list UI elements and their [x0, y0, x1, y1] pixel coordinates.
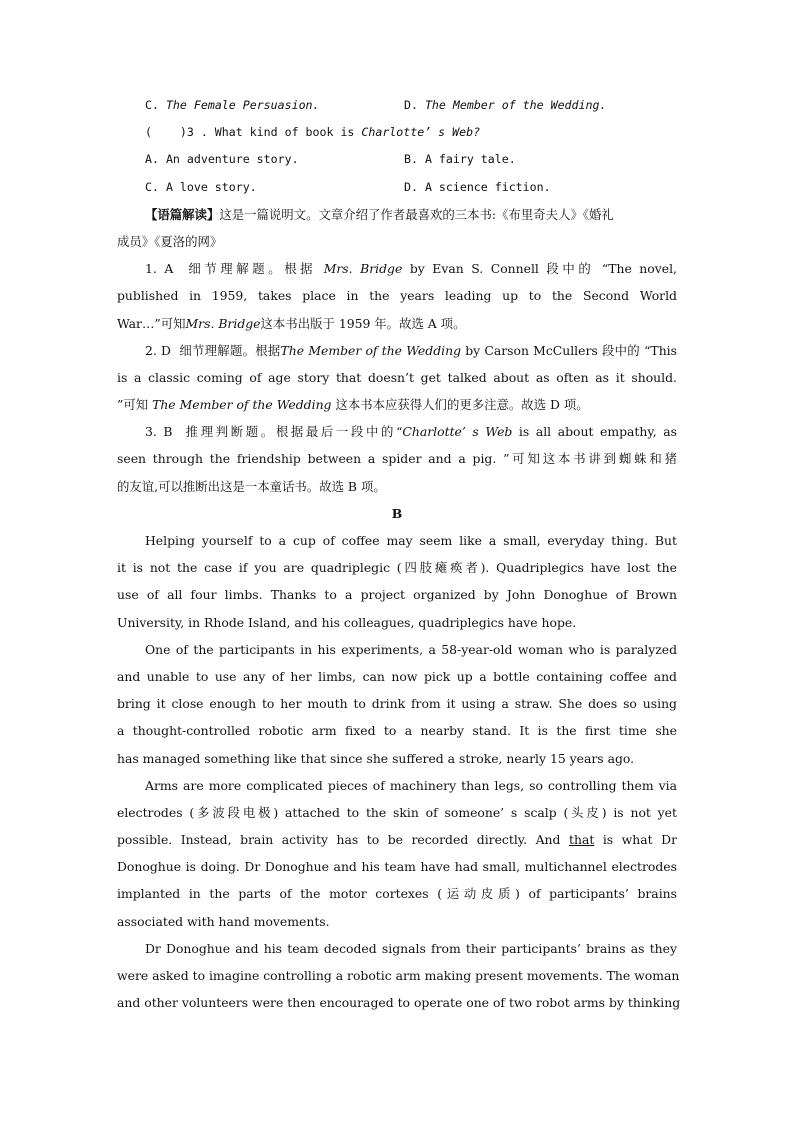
- passage-line: Helping yourself to a cup of coffee may seem like a small, everyday thing. But: [145, 533, 677, 548]
- passage-line: it is not the case if you are quadriplegic (四肢瘫痪者). Quadriplegics have lost the: [117, 560, 677, 576]
- answer-3-line: seen through the friendship between a spider and a pig. ”可知这本书讲到蜘蛛和猪: [117, 451, 677, 467]
- passage-line: Dr Donoghue and his team decoded signals from their participants’ brains as they: [145, 940, 677, 956]
- passage-line: bring it close enough to her mouth to drink from it using a straw. She does so using: [117, 696, 677, 712]
- question-3-options-ab: [117, 146, 677, 173]
- option-d: D. The Member of the Wedding.: [404, 98, 607, 112]
- passage-line: were asked to imagine controlling a robotic arm making present movements. The woman: [117, 968, 680, 983]
- option-a: A. An adventure story.: [145, 152, 299, 167]
- passage-line: and other volunteers were then encouraged to operate one of two robot arms by thinking: [117, 995, 681, 1011]
- underlined-word: that: [568, 832, 595, 848]
- passage-line: electrodes (多波段电极) attached to the skin of someone’ s scalp (头皮) is not yet: [117, 804, 677, 820]
- passage-line: use of all four limbs. Thanks to a project organized by John Donoghue of Brown: [117, 587, 677, 603]
- passage-line: implanted in the parts of the motor cortexes (运动皮质) of participants’ brains: [117, 886, 677, 902]
- answer-2-line: 2. D 细节理解题。根据The Member of the Wedding by Carson McCullers 段中的 “This: [145, 342, 678, 358]
- passage-line: and unable to use any of her limbs, can now pick up a bottle containing coffee and: [117, 668, 677, 684]
- analysis-heading: 【语篇解读】这是一篇说明文。文章介绍了作者最喜欢的三本书:《布里奇夫人》《婚礼: [145, 206, 614, 222]
- passage-line: University, in Rhode Island, and his colleagues, quadriplegics have hope.: [117, 614, 577, 630]
- passage-line: One of the participants in his experiments, a 58-year-old woman who is paralyzed: [145, 641, 677, 657]
- passage-line: Donoghue is doing. Dr Donoghue and his team have had small, multichannel electrodes: [117, 859, 677, 875]
- passage-line: has managed something like that since she suffered a stroke, nearly 15 years ago.: [117, 750, 635, 766]
- option-c: C. The Female Persuasion.: [145, 98, 320, 112]
- answer-1-line: 1. A 细节理解题。根据 Mrs. Bridge by Evan S. Connell 段中的 “The novel,: [145, 261, 677, 277]
- answer-3-line: 的友谊,可以推断出这是一本童话书。故选 B 项。: [117, 478, 386, 494]
- passage-line: associated with hand movements.: [117, 913, 330, 929]
- passage-line: possible. Instead, brain activity has to be recorded directly. And that is what Dr: [117, 832, 677, 848]
- answer-3-line: 3. B 推理判断题。根据最后一段中的“Charlotte’ s Web is all about empathy, as: [145, 424, 678, 440]
- document-page: [117, 92, 681, 1016]
- option-c: C. A love story.: [145, 179, 257, 194]
- question-2-options-cd: [117, 92, 677, 119]
- passage-line: Arms are more complicated pieces of machinery than legs, so controlling them via: [145, 777, 677, 793]
- analysis-heading-cont: 成员》《夏洛的网》: [117, 233, 223, 249]
- option-d: D. A science fiction.: [404, 179, 551, 194]
- option-b: B. A fairy tale.: [404, 152, 516, 167]
- passage-line: a thought-controlled robotic arm fixed to a nearby stand. It is the first time she: [117, 723, 677, 739]
- question-3-options-cd: [117, 174, 677, 201]
- section-label: B: [391, 505, 403, 521]
- question-3: [117, 119, 677, 146]
- analysis-label: 【语篇解读】: [145, 206, 220, 222]
- question-3-title: Charlotte’ s Web?: [361, 125, 481, 140]
- question-3-stem: ( )3 . What kind of book is: [145, 125, 362, 140]
- answer-1-line: War…”可知Mrs. Bridge这本书出版于 1959 年。故选 A 项。: [117, 315, 466, 331]
- answer-1-line: published in 1959, takes place in the years leading up to the Second World: [117, 288, 677, 304]
- answer-2-line: ”可知 The Member of the Wedding 这本书本应获得人们的更多注意。故选 D 项。: [117, 397, 589, 413]
- answer-2-line: is a classic coming of age story that doesn’t get talked about as often as it should.: [117, 369, 677, 385]
